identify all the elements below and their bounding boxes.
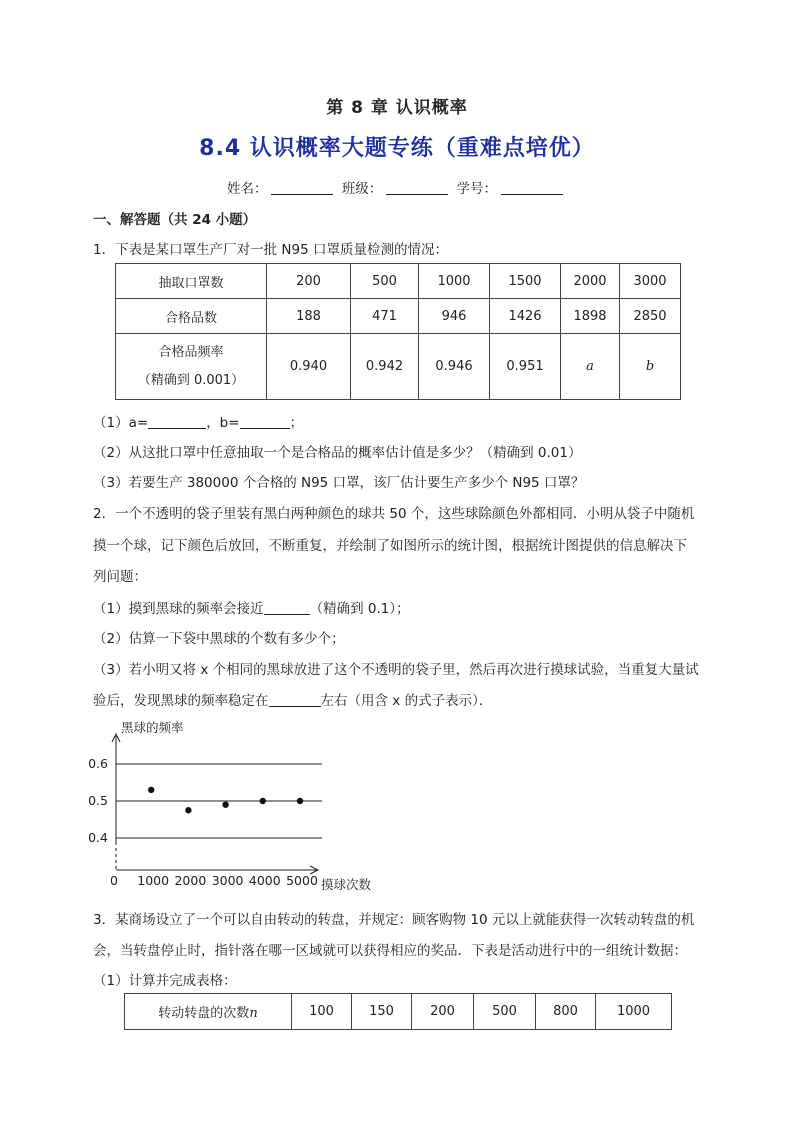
y-tick-label: 0.4 — [88, 830, 108, 845]
class-label: 班级： — [341, 181, 383, 197]
table-cell: 抽取口罩数 — [116, 264, 267, 299]
table-row — [116, 264, 681, 299]
q2-part1-text-b: （精确到 0.1）； — [309, 601, 410, 617]
q1-part1-text: （1）a= — [93, 415, 149, 431]
freq-label-main: 合格品频率 — [158, 344, 224, 360]
data-point — [260, 798, 266, 804]
table-cell: 500 — [351, 264, 419, 299]
table-cell: 1898 — [561, 299, 620, 334]
table-row — [116, 334, 681, 400]
table-cell: 100 — [292, 994, 352, 1030]
student-info-line — [0, 177, 794, 197]
table-cell: 1500 — [490, 264, 561, 299]
q2-part3-text-b: 左右（用含 x 的式子表示）． — [320, 693, 493, 709]
table-cell: b — [620, 334, 681, 400]
table-cell: a — [561, 334, 620, 400]
q2-part2: （2）估算一下袋中黑球的个数有多少个； — [93, 631, 345, 647]
q2-part3-line2 — [93, 689, 492, 709]
x-tick-label: 3000 — [211, 873, 244, 888]
q2-part3-line1: （3）若小明又将 x 个相同的黑球放进了这个不透明的袋子里，然后再次进行摸球试验，当重复大量试 — [93, 662, 699, 678]
data-point — [148, 787, 154, 793]
table-cell: 188 — [267, 299, 351, 334]
chart-ticks — [88, 756, 318, 888]
chart-y-label: 黑球的频率 — [121, 720, 184, 735]
y-tick-label: 0.6 — [88, 756, 108, 771]
freq-label-precision: （精确到 0.001） — [137, 372, 245, 388]
table-cell: 0.942 — [351, 334, 419, 400]
class-blank[interactable] — [386, 181, 448, 195]
table-cell: 500 — [474, 994, 536, 1030]
q3-spinner-table — [124, 993, 672, 1030]
table-cell: 1426 — [490, 299, 561, 334]
spin-count-label: 转动转盘的次数 — [158, 1006, 250, 1021]
y-tick-label: 0.5 — [88, 793, 108, 808]
q1-mask-table — [115, 263, 681, 400]
table-cell: 946 — [419, 299, 490, 334]
answer-blank-a[interactable] — [148, 415, 206, 429]
table-cell: 200 — [267, 264, 351, 299]
table-cell: 800 — [536, 994, 596, 1030]
data-point — [297, 798, 303, 804]
table-cell: 471 — [351, 299, 419, 334]
q2-part1-text: （1）摸到黑球的频率会接近 — [93, 601, 264, 617]
name-blank[interactable] — [271, 181, 333, 195]
q1-part2: （2）从这批口罩中任意抽取一个是合格品的概率估计值是多少？（精确到 0.01） — [93, 445, 582, 461]
chart-grid — [116, 764, 322, 838]
table-cell: 150 — [352, 994, 412, 1030]
data-point — [185, 807, 191, 813]
q1-part1-text-b: ，b= — [206, 415, 240, 431]
data-point — [222, 802, 228, 808]
answer-blank-b[interactable] — [240, 415, 290, 429]
chapter-heading: 第 8 章 认识概率 — [326, 98, 468, 118]
q2-part1 — [93, 597, 410, 617]
table-cell — [116, 334, 267, 400]
x-tick-label: 1000 — [137, 873, 170, 888]
id-label: 学号： — [456, 181, 498, 197]
table-cell: 合格品数 — [116, 299, 267, 334]
q2-stem-line1: 2．一个不透明的袋子里装有黑白两种颜色的球共 50 个，这些球除颜色外都相同．小明从袋子中随机 — [93, 506, 695, 522]
q2-stem-line3: 列问题： — [93, 569, 147, 585]
x-tick-label: 4000 — [248, 873, 281, 888]
table-cell: 1000 — [419, 264, 490, 299]
section-heading: 一、解答题（共 24 小题） — [93, 212, 257, 228]
q2-part3-text: 验后，发现黑球的频率稳定在 — [93, 693, 269, 709]
q1-part1-text-c: ； — [289, 415, 304, 431]
answer-blank-freq[interactable] — [264, 601, 310, 615]
chart-axes — [112, 734, 318, 874]
q1-stem: 1．下表是某口罩生产厂对一批 N95 口罩质量检测的情况： — [93, 242, 448, 258]
table-cell: 3000 — [620, 264, 681, 299]
table-row — [116, 299, 681, 334]
table-cell — [125, 994, 292, 1030]
answer-blank-expression[interactable] — [269, 693, 321, 707]
table-cell: 0.946 — [419, 334, 490, 400]
q3-stem-line1: 3．某商场设立了一个可以自由转动的转盘，并规定：顾客购物 10 元以上就能获得一次转动转盘的机 — [93, 912, 695, 928]
chart-x-label: 摸球次数 — [321, 877, 372, 892]
table-cell: 200 — [412, 994, 474, 1030]
page-title: 8.4 认识概率大题专练（重难点培优） — [199, 136, 595, 161]
q1-part3: （3）若要生产 380000 个合格的 N95 口罩，该厂估计要生产多少个 N95 口罩？ — [93, 475, 585, 491]
q1-part1 — [93, 411, 303, 431]
id-blank[interactable] — [501, 181, 563, 195]
table-cell: 1000 — [596, 994, 672, 1030]
name-label: 姓名： — [226, 181, 268, 197]
x-tick-label: 2000 — [174, 873, 207, 888]
q2-stem-line2: 摸一个球，记下颜色后放回，不断重复，并绘制了如图所示的统计图，根据统计图提供的信息解决下 — [93, 538, 687, 554]
table-cell: 2850 — [620, 299, 681, 334]
spin-count-var: n — [249, 1006, 258, 1021]
q3-stem-line2: 会，当转盘停止时，指针落在哪一区域就可以获得相应的奖品．下表是活动进行中的一组统计数据： — [93, 943, 687, 959]
table-cell: 0.940 — [267, 334, 351, 400]
q3-part1: （1）计算并完成表格： — [93, 973, 237, 989]
table-cell: 0.951 — [490, 334, 561, 400]
x-tick-label: 5000 — [286, 873, 318, 888]
x-tick-label: 0 — [110, 873, 118, 888]
black-ball-frequency-chart — [80, 715, 400, 900]
table-cell: 2000 — [561, 264, 620, 299]
chart-points — [148, 787, 303, 814]
table-row — [125, 994, 672, 1030]
